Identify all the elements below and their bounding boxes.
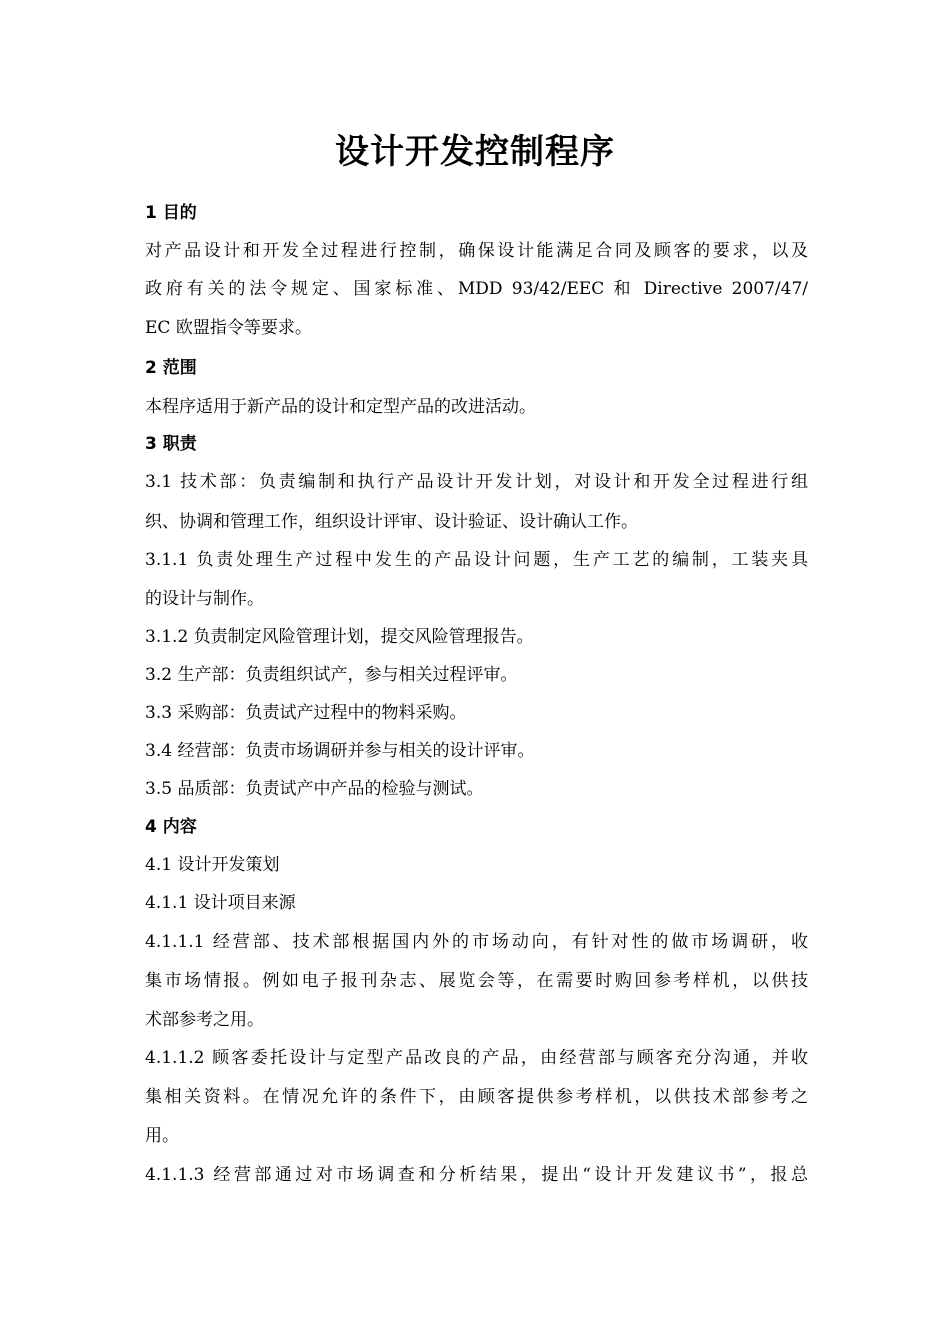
paragraph-line: 3.1 技术部：负责编制和执行产品设计开发计划，对设计和开发全过程进行组: [145, 472, 808, 492]
paragraph-line: 织、协调和管理工作，组织设计评审、设计验证、设计确认工作。: [145, 512, 638, 532]
paragraph-line: 3.3 采购部：负责试产过程中的物料采购。: [145, 703, 467, 723]
section-heading-content: 4 内容: [145, 817, 197, 837]
paragraph-line: 政府有关的法令规定、国家标准、MDD 93/42/EEC 和 Directive 2007/47/: [145, 279, 808, 299]
document-title: 设计开发控制程序: [335, 132, 615, 172]
section-heading-scope: 2 范围: [145, 358, 197, 378]
paragraph-line: 术部参考之用。: [145, 1010, 264, 1030]
paragraph-line: 用。: [145, 1126, 179, 1146]
paragraph-line: 对产品设计和开发全过程进行控制，确保设计能满足合同及顾客的要求，以及: [145, 241, 808, 261]
paragraph-line: 4.1 设计开发策划: [145, 855, 280, 875]
paragraph-line: EC 欧盟指令等要求。: [145, 318, 312, 338]
paragraph-line: 3.4 经营部：负责市场调研并参与相关的设计评审。: [145, 741, 535, 761]
paragraph-line: 本程序适用于新产品的设计和定型产品的改进活动。: [145, 397, 536, 417]
paragraph-line: 4.1.1 设计项目来源: [145, 893, 296, 913]
paragraph-line: 3.2 生产部：负责组织试产，参与相关过程评审。: [145, 665, 518, 685]
paragraph-line: 集市场情报。例如电子报刊杂志、展览会等，在需要时购回参考样机，以供技: [145, 971, 808, 991]
paragraph-line: 3.1.2 负责制定风险管理计划，提交风险管理报告。: [145, 627, 534, 647]
paragraph-line: 4.1.1.2 顾客委托设计与定型产品改良的产品，由经营部与顾客充分沟通，并收: [145, 1048, 808, 1068]
paragraph-line: 集相关资料。在情况允许的条件下，由顾客提供参考样机，以供技术部参考之: [145, 1087, 808, 1107]
paragraph-line: 3.1.1 负责处理生产过程中发生的产品设计问题，生产工艺的编制，工装夹具: [145, 550, 808, 570]
paragraph-line: 4.1.1.1 经营部、技术部根据国内外的市场动向，有针对性的做市场调研，收: [145, 932, 808, 952]
section-heading-responsibilities: 3 职责: [145, 434, 197, 454]
paragraph-line: 4.1.1.3 经营部通过对市场调查和分析结果，提出“设计开发建议书”，报总: [145, 1165, 808, 1185]
section-heading-purpose: 1 目的: [145, 203, 197, 223]
paragraph-line: 3.5 品质部：负责试产中产品的检验与测试。: [145, 779, 484, 799]
paragraph-line: 的设计与制作。: [145, 589, 264, 609]
